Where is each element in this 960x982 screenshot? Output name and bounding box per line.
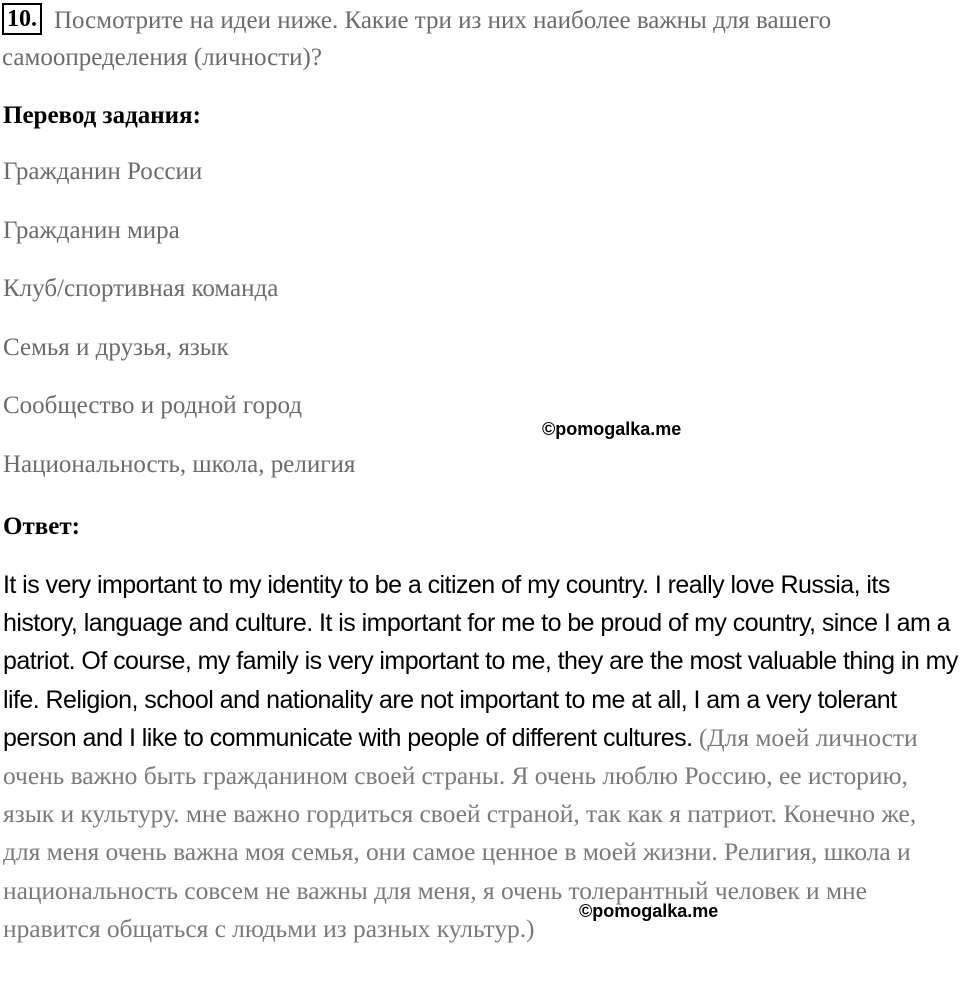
idea-item-family-friends: Семья и друзья, язык [3,333,229,361]
watermark-top: ©pomogalka.me [542,419,682,439]
answer-heading: Ответ: [3,513,80,540]
idea-item-citizen-russia: Гражданин России [3,158,203,185]
idea-item-club-team: Клуб/спортивная команда [3,275,279,303]
idea-item-citizen-world: Гражданин мира [3,216,180,244]
task-number: 10. [2,3,42,35]
answer-russian: (Для моей личности очень важно быть гражданином своей страны. Я очень люблю Россию, ее историю, язык и культуру. мне важно гордиться своей страной, так как я патриот. Конечно же, для меня очень важна моя семья, они самое ценное в моей жизни. Религия, школа и национальность совсем не важны для меня, я очень толерантный человек и мне нравится общаться с людьми из разных культур.) [3,722,918,943]
answer-body [3,566,958,948]
watermark-bottom: ©pomogalka.me [579,901,719,921]
idea-list [3,157,355,509]
idea-item-nationality-school: Национальность, школа, религия [3,450,356,478]
answer-english: It is very important to my identity to be a citizen of my country. I really love Russia, its history, language and culture. It is important for me to be proud of my country, since I am a patriot. Of course, my family is very important to me, they are the most valuable thing in my life. Religion, school and nationality are not important to me at all, I am a very tolerant person and I like to communicate with people of different cultures. [3,571,958,752]
idea-item-community-hometown: Сообщество и родной город [3,392,303,420]
translation-heading: Перевод задания: [3,102,201,129]
task-question: Посмотрите на идеи ниже. Какие три из них наиболее важны для вашего самоопределения (личности)? [2,7,832,71]
task-header [2,2,942,76]
